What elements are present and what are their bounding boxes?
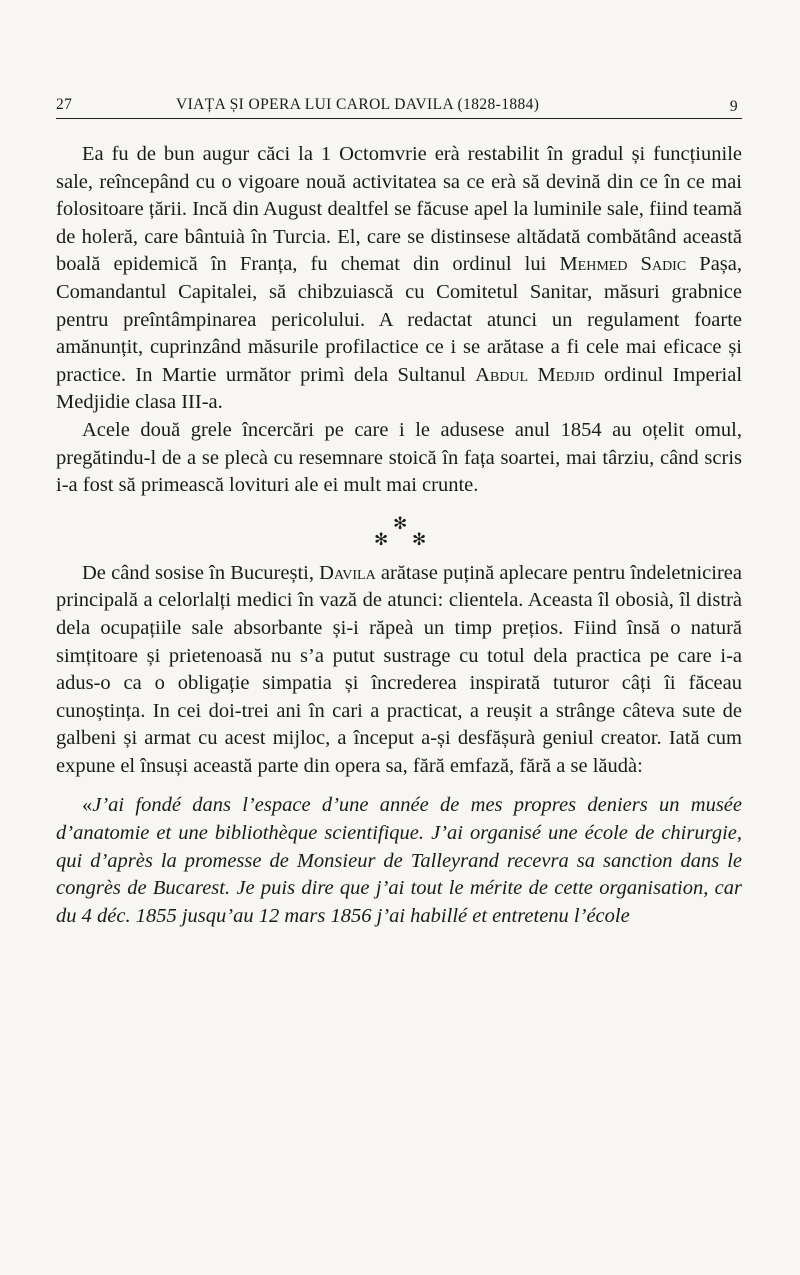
header-left-number: 27 — [56, 96, 73, 113]
section-ornament — [56, 502, 742, 556]
paragraph-1 — [56, 141, 742, 417]
ornament-star-left: ✻ — [374, 529, 389, 549]
name-abdul-medjid: Abdul Medjid — [475, 363, 595, 386]
paragraph-2: Acele două grele încercări pe care i le adusese anul 1854 au oțelit omul, pregătindu-l de a se plecà cu resemnare stoică în fața soartei, mai târziu, când scris i-a fost să primească lovituri ale ei mult mai crunte. — [56, 418, 742, 497]
paragraph-1-text-c: ordinul Imperial Medjidie clasa III-a. — [56, 363, 743, 414]
header-title: VIAȚA ȘI OPERA LUI CAROL DAVILA (1828-1884) — [176, 96, 540, 113]
name-davila: Davila — [319, 561, 376, 584]
paragraph-1-text-a: Ea fu de bun augur căci la 1 Octomvrie erà restabilit în gradul și funcțiunile sale, reîncepând cu o vigoare nouă activitatea sa ce erà să devină din ce în ce mai folositoare țării. Incă din August dealtfel se făcuse apel la luminile sale, fiind teamă de holeră, care bântuià în Turcia. El, care se distinsese altădată combătând această boală epidemică în Franța, fu chemat din ordinul lui — [56, 143, 742, 276]
paragraph-3-text-a: De când sosise în București, — [82, 561, 320, 584]
quotation-paragraph — [56, 792, 742, 930]
opening-guillemet: « — [82, 794, 93, 817]
paragraph-3-text-b: arătase puțină aplecare pentru îndeletnicirea principală a celorlalți medici în vază de atunci: clientela. Aceasta îl obosià, îl distrà dela ocupațiile sale absorbante și-i răpeà un timp prețios. Fiind însă o natură simțitoare și prietenoasă nu s’a putut sustrage cu totul dela practica pe care i-a adus-o ca o obligație simpatia și încrederea inspirată tuturor câți îi făceau cunoștința. In cei doi-trei ani în cari a practicat, a reușit a strânge câteva sute de galbeni și armat cu acest mijloc, a început a-și desfășurà geniul creator. Iată cum expune el însuși această parte din opera sa, fără emfază, fără a se lăudà: — [56, 561, 742, 777]
body-text — [56, 141, 742, 930]
quotation-text: J’ai fondé dans l’espace d’une année de mes propres deniers un musée d’anatomie et une bibliothèque scientifique. J’ai organisé une école de chirurgie, qui d’après la promesse de Monsieur de Talleyrand recevra sa sanction dans le congrès de Bucarest. Je puis dire que j’ai tout le mérite de cette organisation, car du 4 déc. 1855 jusqu’au 12 mars 1856 j’ai habillé et entretenu l’école — [56, 794, 742, 927]
page-number: 9 — [729, 98, 738, 115]
running-header — [56, 92, 742, 119]
paragraph-3 — [56, 560, 742, 781]
ornament-star-top: ✻ — [393, 513, 408, 533]
ornament-star-right: ✻ — [412, 529, 427, 549]
name-mehmed-sadic: Mehmed Sadic — [559, 253, 687, 276]
book-page — [56, 92, 742, 930]
paragraph-1-text-b: Pașa, Comandantul Capitalei, să chibzuiască cu Comitetul Sanitar, măsuri grabnice pentru preîntâmpinarea pericolului. A redactat atunci un regulament foarte amănunțit, cuprinzând măsurile profilactice ce i se arătase a fi cele mai eficace și practice. In Martie următor primì dela Sultanul — [56, 253, 743, 386]
